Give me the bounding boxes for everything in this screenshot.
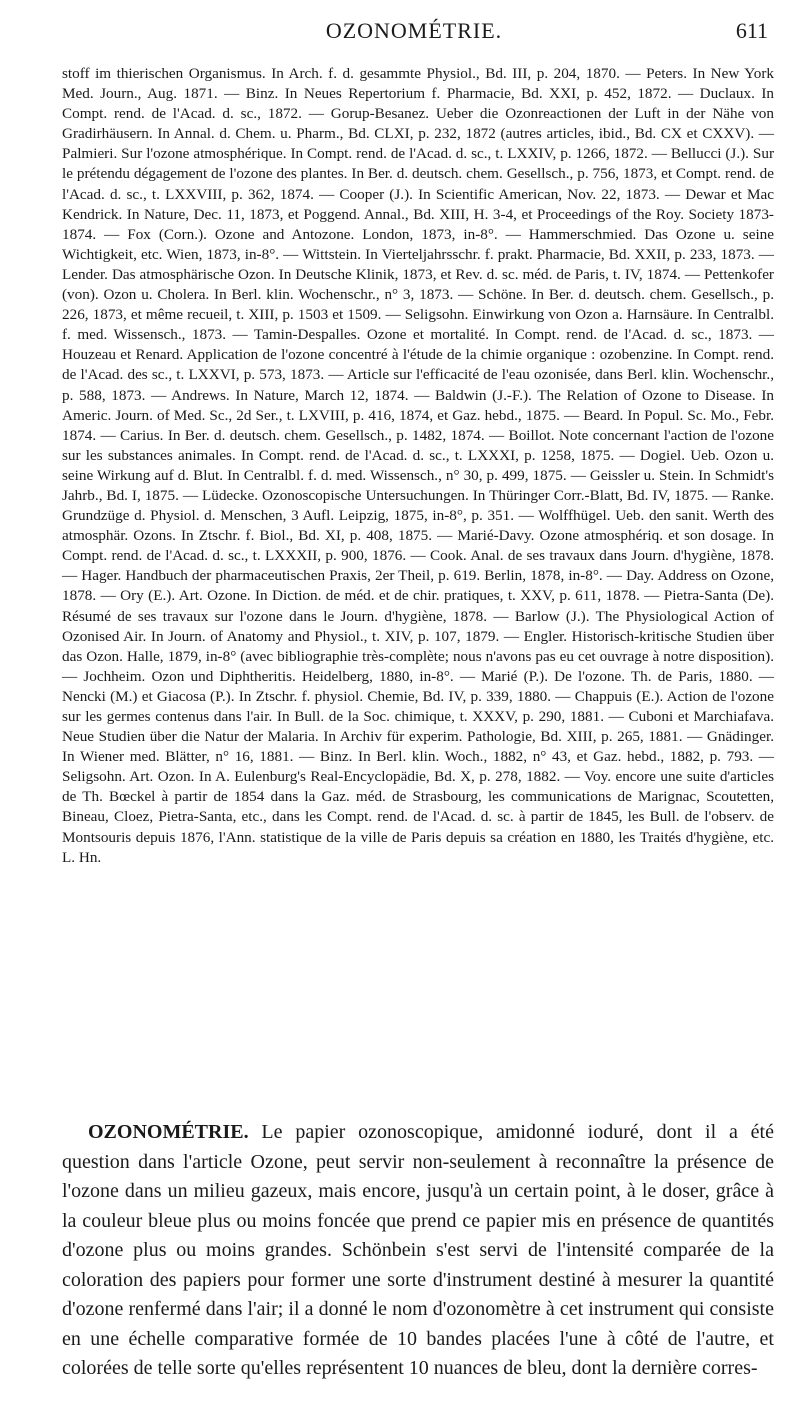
- bibliography-text: stoff im thierischen Organismus. In Arch. f. d. gesammte Physiol., Bd. III, p. 204, 1870. — Peters. In New York Med. Journ., Aug. 1871. — Binz. In Neues Repertorium f. Pharmacie, Bd. XXI, p. 452, 1872. — Duclaux. In Compt. rend. de l'Acad. d. sc., 1872. — Gorup-Besanez. Ueber die Ozonreactionen der Luft in der Nähe von Gradirhäusern. In Annal. d. Chem. u. Pharm., Bd. CLXI, p. 232, 1872 (autres articles, ibid., Bd. CX et CXXV). — Palmieri. Sur l'ozone atmosphérique. In Compt. rend. de l'Acad. d. sc., t. LXXIV, p. 1266, 1872. — Bellucci (J.). Sur le prétendu dégagement de l'ozone des plantes. In Ber. d. deutsch. chem. Gesellsch., p. 756, 1873, et Compt. rend. de l'Acad. d. sc., t. LXXVIII, p. 362, 1874. — Cooper (J.). In Scientific American, Nov. 22, 1873. — Dewar et Mac Kendrick. In Nature, Dec. 11, 1873, et Poggend. Annal., Bd. XIII, H. 3-4, et Proceedings of the Roy. Society 1873-1874. — Fox (Corn.). Ozone and Antozone. London, 1873, in-8°. — Hammerschmied. Das Ozone u. seine Wichtigkeit, etc. Wien, 1873, in-8°. — Wittstein. In Vierteljahrsschr. f. prakt. Pharmacie, Bd. XXII, p. 233, 1873. — Lender. Das atmosphärische Ozon. In Deutsche Klinik, 1873, et Rev. d. sc. méd. de Paris, t. IV, 1874. — Pettenkofer (von). Ozon u. Cholera. In Berl. klin. Wochenschr., n° 3, 1873. — Schöne. In Ber. d. deutsch. chem. Gesellsch., p. 226, 1873, et même recueil, t. XIII, p. 1503 et 1509. — Seligsohn. Einwirkung von Ozon a. Harnsäure. In Centralbl. f. med. Wissensch., 1873. — Tamin-Despalles. Ozone et mortalité. In Compt. rend. de l'Acad. d. sc., 1873. — Houzeau et Renard. Application de l'ozone concentré à l'étude de la chimie organique : ozobenzine. In Compt. rend. de l'Acad. des sc., t. LXXVI, p. 573, 1873. — Article sur l'efficacité de l'eau ozonisée, dans Berl. klin. Wochenschr., p. 588, 1873. — Andrews. In Nature, March 12, 1874. — Baldwin (J.-F.). The Relation of Ozone to Disease. In Americ. Journ. of Med. Sc., 2d Ser., t. LXVIII, p. 416, 1874, et Gaz. hebd., 1875. — Beard. In Popul. Sc. Mo., Febr. 1874. — Carius. In Ber. d. deutsch. chem. Gesellsch., p. 1482, 1874. — Boillot. Note concernant l'action de l'ozone sur les substances animales. In Compt. rend. de l'Acad. d. sc., t. LXXXI, p. 1258, 1875. — Dogiel. Ueb. Ozon u. seine Wirkung auf d. Blut. In Centralbl. f. d. med. Wissensch., n° 30, p. 499, 1875. — Geissler u. Stein. In Schmidt's Jahrb., Bd. I, 1875. — Lüdecke. Ozonoscopische Untersuchungen. In Thüringer Corr.-Blatt, Bd. IV, 1875. — Ranke. Grundzüge d. Physiol. d. Menschen, 3 Aufl. Leipzig, 1875, in-8°, p. 351. — Wolffhügel. Ueb. den sanit. Werth des atmosphär. Ozons. In Ztschr. f. Biol., Bd. XI, p. 408, 1875. — Marié-Davy. Ozone atmosphériq. et son dosage. In Compt. rend. de l'Acad. d. sc., t. LXXXII, p. 900, 1876. — Cook. Anal. de ses travaux dans Journ. d'hygiène, 1878. — Hager. Handbuch der pharmaceutischen Praxis, 2er Theil, p. 619. Berlin, 1878, in-8°. — Day. Address on Ozone, 1878. — Ory (E.). Art. Ozone. In Diction. de méd. et de chir. pratiques, t. XXV, p. 611, 1878. — Pietra-Santa (De). Résumé de ses travaux sur l'ozone dans le Journ. d'hygiène, 1878. — Barlow (J.). The Physiological Action of Ozonised Air. In Journ. of Anatomy and Physiol., t. XIV, p. 107, 1879. — Engler. Historisch-kritische Studien über das Ozon. Halle, 1879, in-8° (avec bibliographie très-complète; nous n'avons pas eu cet ouvrage à notre disposition). — Jochheim. Ozon und Diphtheritis. Heidelberg, 1880, in-8°. — Marié (P.). De l'ozone. Th. de Paris, 1880. — Nencki (M.) et Giacosa (P.). In Ztschr. f. physiol. Chemie, Bd. IV, p. 339, 1880. — Chappuis (E.). Action de l'ozone sur les germes contenus dans l'air. In Bull. de la Soc. chimique, t. XXXV, p. 290, 1881. — Cuboni et Marchiafava. Neue Studien über die Natur der Malaria. In Archiv für experim. Pathologie, Bd. XIII, p. 265, 1881. — Gnädinger. In Wiener med. Blätter, n° 16, 1881. — Binz. In Berl. klin. Woch., 1882, n° 43, et Gaz. hebd., 1882, p. 793. — Seligsohn. Art. Ozon. In A. Eulenburg's Real-Encyclopädie, Bd. X, p. 278, 1882. — Voy. encore une suite d'articles de Th. Bœckel à partir de 1854 dans la Gaz. méd. de Strasbourg, les communications de Marignac, Scoutetten, Bineau, Cloez, Pietra-Santa, etc., dans les Compt. rend. de l'Acad. d. sc. à partir de 1845, les Bull. de l'observ. de Montsouris depuis 1876, l'Ann. statistique de la ville de Paris depuis sa création en 1880, les Traités d'hygiène, etc. L. Hn.: [62, 65, 774, 866]
- running-head: OZONOMÉTRIE.: [325, 18, 503, 43]
- page-number: 611: [735, 18, 768, 43]
- entry-heading: OZONOMÉTRIE.: [88, 1121, 249, 1143]
- entry-paragraph: [62, 1118, 774, 1384]
- entry-body: Le papier ozonoscopique, amidonné ioduré, dont il a été question dans l'article Ozone, peut servir non-seulement à reconnaître la présence de l'ozone dans un milieu gazeux, mais encore, jusqu'à un certain point, à le doser, grâce à la couleur bleue plus ou moins foncée que prend ce papier mis en présence de quantités d'ozone plus ou moins grandes. Schönbein s'est servi de l'intensité comparée de la coloration des papiers pour former une sorte d'instrument destiné à mesurer la quantité d'ozone renfermé dans l'air; il a donné le nom d'ozonomètre à cet instrument qui consiste en une échelle comparative formée de 10 bandes placées l'une à côté de l'autre, et colorées de telle sorte qu'elles représentent 10 nuances de bleu, dont la dernière corres-: [62, 1121, 774, 1379]
- bibliography-block: [62, 64, 774, 868]
- page-header: [60, 18, 768, 48]
- entry-ozonometrie: [62, 1118, 774, 1384]
